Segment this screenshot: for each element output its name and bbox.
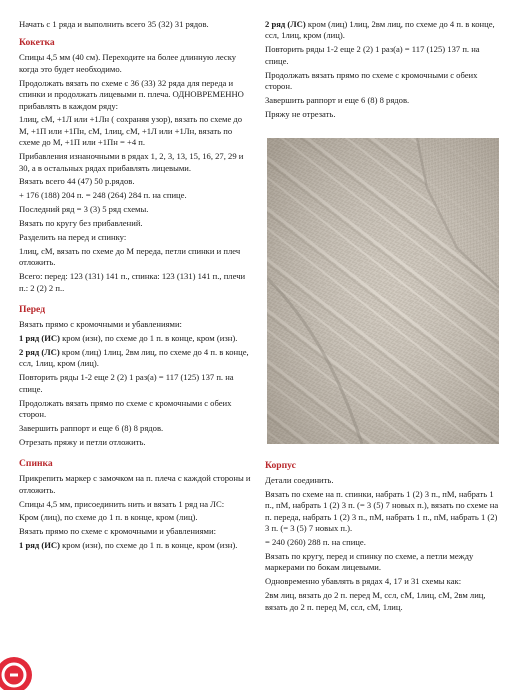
paragraph: Отрезать пряжу и петли отложить.: [19, 436, 146, 447]
paragraph: Вязать всего 44 (47) 50 р.рядов.: [19, 176, 135, 187]
paragraph: Одновременно убавлять в рядах 4, 17 и 31 схемы как:: [265, 576, 462, 587]
row-instruction: [19, 333, 251, 344]
paragraph: Повторить ряды 1-2 еще 2 (2) 1 раз(а) = 117 (125) 137 п. на спице.: [265, 44, 480, 66]
paragraph: Вязать по кругу без прибавлений.: [19, 218, 143, 229]
paragraph: = 240 (260) 288 п. на спице.: [265, 537, 366, 548]
section-title-spinka: Спинка: [19, 458, 53, 470]
paragraph: 1лиц, сМ, вязать по схеме до М переда, петли спинки и плеч отложить.: [19, 246, 241, 268]
row-text: кром (изн), по схеме до 1 п. в конце, кром (изн).: [59, 333, 238, 344]
row-text: кром (изн), по схеме до 1 п. в конце, кром (изн).: [59, 540, 238, 551]
paragraph: Спицы 4,5 мм, присоединить нить и вязать 1 ряд на ЛС:: [19, 498, 225, 509]
paragraph: Вязать прямо по схеме с кромочными и убавлениями:: [19, 526, 216, 537]
row-label: 1 ряд (ИС): [19, 540, 60, 551]
paragraph: Детали соединить.: [265, 475, 334, 485]
row-label: 1 ряд (ИС): [19, 333, 60, 344]
row-instruction: [265, 19, 501, 42]
section-title-koketka: Кокетка: [19, 37, 55, 49]
paragraph: Повторить ряды 1-2 еще 2 (2) 1 раз(а) = 117 (125) 137 п. на спице.: [19, 372, 234, 394]
row-instruction: [19, 540, 251, 551]
site-logo-icon: [0, 651, 38, 690]
paragraph: Вязать прямо с кромочными и убавлениями:: [19, 319, 182, 330]
row-text: кром (лиц) 1лиц, 2вм лиц, по схеме до 4 п. в конце, ссл, 1лиц, кром (лиц).: [265, 19, 495, 41]
paragraph: Кром (лиц), по схеме до 1 п. в конце, кром (лиц).: [19, 512, 198, 523]
row-label: 2 ряд (ЛС): [265, 19, 306, 29]
paragraph: Вязать по кругу, перед и спинку по схеме, а петли между маркерами по бокам лицевыми.: [265, 550, 474, 573]
section-title-pered: Перед: [19, 304, 46, 316]
paragraph: 2вм лиц, вязать до 2 п. перед М, ссл, сМ, 1лиц, сМ, 2вм лиц, вязать до 2 п. перед М, ссл, сМ, 1лиц.: [265, 590, 486, 612]
left-column: [19, 19, 251, 554]
intro-text: Начать с 1 ряда и выполнить всего 35 (32) 31 рядов.: [19, 19, 209, 29]
paragraph: Прибавления изнаночными в рядах 1, 2, 3, 13, 15, 16, 27, 29 и 30, а в остальных рядах прибавлять лицевыми.: [19, 151, 244, 173]
paragraph: Последний ряд = 3 (3) 5 ряд схемы.: [19, 204, 149, 215]
row-instruction: [19, 347, 251, 370]
paragraph: Пряжу не отрезать.: [265, 108, 336, 119]
paragraph: Продолжать вязать прямо по схеме с кромочными с обеих сторон.: [265, 69, 478, 92]
paragraph: 1лиц, сМ, +1Л или +1Лн ( сохраняя узор), вязать по схеме до М, +1П или +1Пн, сМ, 1лиц, сМ, +1Л или +1Лн, вязать по схеме до М, +1П или +1Пн = +4 п.: [19, 114, 243, 148]
knitted-fabric-photo: [267, 138, 499, 444]
paragraph: Продолжать вязать по схеме с 36 (33) 32 ряда для переда и спинки и продолжать лицевыми п. плеча. ОДНОВРЕМЕННО прибавлять в каждом ряду:: [19, 77, 244, 111]
paragraph: + 176 (188) 204 п. = 248 (264) 284 п. на спице.: [19, 190, 187, 201]
right-column-top: [265, 19, 501, 123]
paragraph: Продолжать вязать прямо по схеме с кромочными с обеих сторон.: [19, 397, 232, 419]
paragraph: Завершить раппорт и еще 6 (8) 8 рядов.: [19, 422, 164, 433]
paragraph: Вязать по схеме на п. спинки, набрать 1 (2) 3 п., пМ, набрать 1 п., пМ, набрать 1 (2) 3 п. (= 3 (5) 7 новых п.), вязать по схеме на п. переда, набрать 1 (2) 3 п., пМ, набрать 1 п., пМ, набрать 1 (2) 3 п. (= 3 (5) 7 новых п.).: [265, 488, 499, 534]
row-label: 2 ряд (ЛС): [19, 346, 60, 357]
paragraph: Прикрепить маркер с замочком на п. плеча с каждой стороны и отложить.: [19, 473, 251, 495]
paragraph: Разделить на перед и спинку:: [19, 232, 127, 243]
paragraph: Завершить раппорт и еще 6 (8) 8 рядов.: [265, 94, 410, 105]
right-column-bottom: [265, 460, 501, 615]
paragraph: Всего: перед: 123 (131) 141 п., спинка: 123 (131) 141 п., плечи п.: 2 (2) 2 п..: [19, 271, 246, 293]
section-title-korpus: Корпус: [265, 460, 296, 471]
row-text: кром (лиц) 1лиц, 2вм лиц, по схеме до 4 п. в конце, ссл, 1лиц, кром (лиц).: [19, 346, 249, 369]
paragraph: Спицы 4,5 мм (40 см). Переходите на более длинную леску когда это будет необходимо.: [19, 52, 237, 74]
